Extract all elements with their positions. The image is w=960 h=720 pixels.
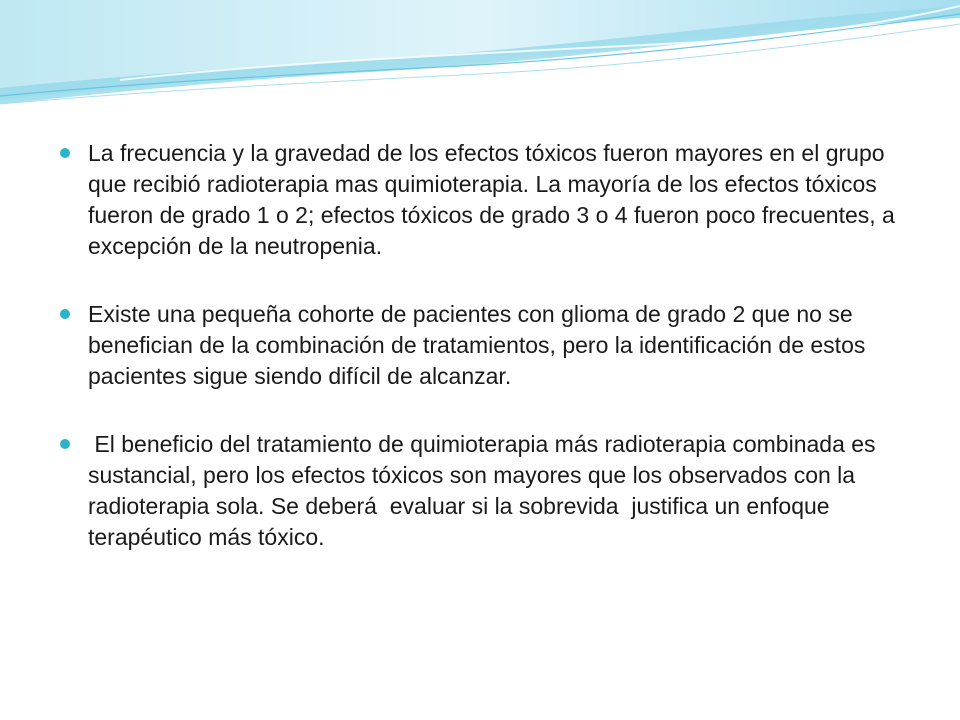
bullet-text: El beneficio del tratamiento de quimioterapia más radioterapia combinada es sustancial, pero los efectos tóxicos son mayores que los observados con la radioterapia sola. Se deberá evaluar si la sobrevida justifica un enfoque terapéutico más tóxico. <box>88 431 882 550</box>
bullet-dot-icon <box>60 148 70 158</box>
bullet-item <box>58 138 918 262</box>
header-wave-decoration <box>0 0 960 120</box>
bullet-item <box>58 429 918 553</box>
bullet-text: La frecuencia y la gravedad de los efectos tóxicos fueron mayores en el grupo que recibió radioterapia mas quimioterapia. La mayoría de los efectos tóxicos fueron de grado 1 o 2; efectos tóxicos de grado 3 o 4 fueron poco frecuentes, a excepción de la neutropenia. <box>88 140 902 259</box>
bullet-item <box>58 299 918 392</box>
bullet-list <box>58 138 918 590</box>
bullet-text: Existe una pequeña cohorte de pacientes con glioma de grado 2 que no se benefician de la combinación de tratamientos, pero la identificación de estos pacientes sigue siendo difícil de alcanzar. <box>88 301 872 389</box>
bullet-dot-icon <box>60 309 70 319</box>
bullet-dot-icon <box>60 439 70 449</box>
